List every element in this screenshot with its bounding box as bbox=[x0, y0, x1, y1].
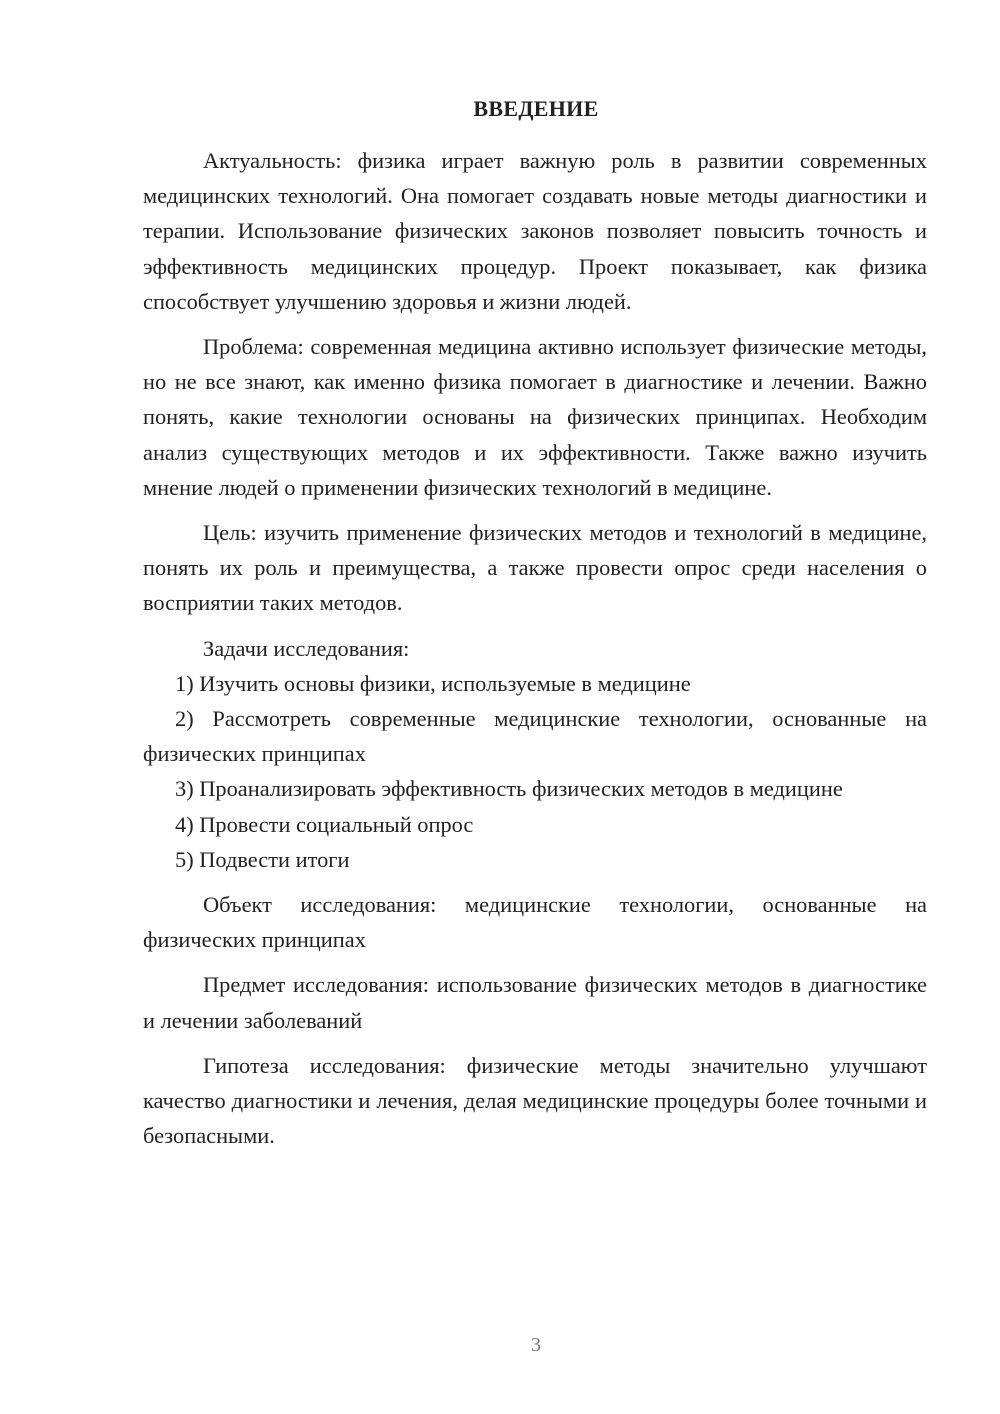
page-number: 3 bbox=[531, 1334, 541, 1356]
hypothesis-paragraph: Гипотеза исследования: физические методы значительно улучшают качество диагностики и лечения, делая медицинские процедуры более точными и безопасными. bbox=[143, 1052, 927, 1149]
document-body bbox=[143, 143, 927, 1153]
section-heading: ВВЕДЕНИЕ bbox=[473, 96, 599, 121]
problem-paragraph: Проблема: современная медицина активно использует физические методы, но не все знают, как именно физика помогает в диагностике и лечении. Важно понять, какие технологии основаны на физических принципах. Необходим анализ существующих методов и их эффективности. Также важно изучить мнение людей о применении физических технологий в медицине. bbox=[143, 334, 927, 500]
object-paragraph: Объект исследования: медицинские технологии, основанные на физических принципах bbox=[143, 892, 927, 953]
tasks-title: Задачи исследования: bbox=[203, 635, 410, 661]
task-item: 4) Провести социальный опрос bbox=[175, 811, 474, 837]
tasks-list bbox=[143, 666, 927, 877]
task-item: 3) Проанализировать эффективность физических методов в медицине bbox=[175, 776, 843, 802]
task-item: 5) Подвести итоги bbox=[175, 846, 350, 872]
relevance-paragraph: Актуальность: физика играет важную роль в развитии современных медицинских технологий. Она помогает создавать новые методы диагностики и терапии. Использование физических законов позволяет повысить точность и эффективность медицинских процедур. Проект показывает, как физика способствует улучшению здоровья и жизни людей. bbox=[143, 148, 927, 314]
subject-paragraph: Предмет исследования: использование физических методов в диагностике и лечении заболеваний bbox=[143, 972, 927, 1033]
task-item: 1) Изучить основы физики, используемые в медицине bbox=[175, 670, 691, 696]
goal-paragraph: Цель: изучить применение физических методов и технологий в медицине, понять их роль и преимущества, а также провести опрос среди населения о восприятии таких методов. bbox=[143, 520, 927, 616]
task-item: 2) Рассмотреть современные медицинские технологии, основанные на физических принципах bbox=[143, 706, 927, 767]
